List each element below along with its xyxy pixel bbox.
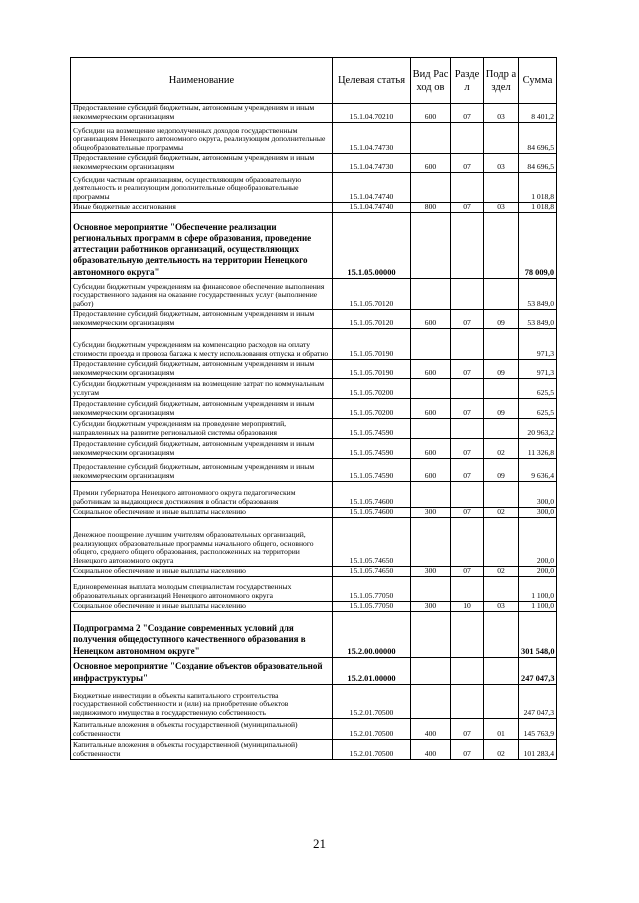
row-name-cell: Предоставление субсидий бюджетным, автономным учреждениям и иным некоммерческим организациям (71, 360, 333, 379)
row-subsection-cell: 02 (484, 439, 519, 459)
row-name-cell: Основное мероприятие "Создание объектов образовательной инфраструктуры" (71, 658, 333, 685)
table-row (71, 419, 557, 439)
row-subsection-cell (484, 173, 519, 203)
row-expense-type-cell (411, 612, 451, 658)
row-name-cell: Предоставление субсидий бюджетным, автономным учреждениям и иным некоммерческим организациям (71, 439, 333, 459)
row-sum-cell: 84 696,5 (519, 154, 557, 173)
row-subsection-cell: 02 (484, 740, 519, 760)
row-expense-type-cell: 600 (411, 459, 451, 482)
row-subsection-cell (484, 685, 519, 719)
row-article-cell: 15.1.05.77050 (333, 602, 411, 612)
row-subsection-cell: 09 (484, 459, 519, 482)
page-number: 21 (313, 836, 326, 851)
table-row (71, 203, 557, 213)
table-row (71, 567, 557, 577)
row-sum-cell: 84 696,5 (519, 123, 557, 154)
row-expense-type-cell (411, 279, 451, 310)
row-subsection-cell (484, 658, 519, 685)
row-sum-cell: 78 009,0 (519, 213, 557, 279)
row-section-cell: 07 (451, 399, 484, 419)
row-sum-cell: 971,3 (519, 329, 557, 360)
row-section-cell (451, 577, 484, 602)
row-article-cell: 15.1.05.74590 (333, 439, 411, 459)
row-sum-cell: 1 100,0 (519, 602, 557, 612)
row-name-cell: Субсидии бюджетным учреждениям на финансовое обеспечение выполнения государственного задания на оказание государственных услуг (выполнение работ) (71, 279, 333, 310)
row-section-cell (451, 518, 484, 567)
row-section-cell (451, 279, 484, 310)
row-section-cell (451, 612, 484, 658)
row-section-cell: 07 (451, 459, 484, 482)
row-name-cell: Основное мероприятие "Обеспечение реализации региональных программ в сфере образования, проведение аттестации работников организаций, осуществляющих образовательную деятельность на территории Ненецкого автономного округа" (71, 213, 333, 279)
table-row (71, 658, 557, 685)
row-subsection-cell (484, 419, 519, 439)
row-name-cell: Капитальные вложения в объекты государственной (муниципальной) собственности (71, 719, 333, 740)
row-expense-type-cell: 600 (411, 439, 451, 459)
row-name-cell: Единовременная выплата молодым специалистам государственных образовательных организаций Ненецкого автономного округа (71, 577, 333, 602)
row-section-cell: 07 (451, 439, 484, 459)
table-row (71, 602, 557, 612)
row-subsection-cell: 02 (484, 508, 519, 518)
row-section-cell: 07 (451, 154, 484, 173)
table-row (71, 104, 557, 123)
row-article-cell: 15.1.05.74650 (333, 567, 411, 577)
row-section-cell: 10 (451, 602, 484, 612)
table-row (71, 685, 557, 719)
row-subsection-cell: 03 (484, 203, 519, 213)
row-expense-type-cell (411, 658, 451, 685)
row-section-cell (451, 658, 484, 685)
row-expense-type-cell: 600 (411, 310, 451, 329)
row-expense-type-cell (411, 329, 451, 360)
row-name-cell: Бюджетные инвестиции в объекты капитального строительства государственной собственности и (или) на приобретение объектов недвижимого имущества в государственную собственность (71, 685, 333, 719)
row-sum-cell: 145 763,9 (519, 719, 557, 740)
row-name-cell: Социальное обеспечение и иные выплаты населению (71, 602, 333, 612)
row-article-cell: 15.1.04.70210 (333, 104, 411, 123)
budget-table (70, 57, 557, 760)
row-section-cell (451, 419, 484, 439)
row-sum-cell: 53 849,0 (519, 310, 557, 329)
header-expense-type: Вид Расход ов (411, 58, 451, 104)
row-subsection-cell: 02 (484, 567, 519, 577)
row-expense-type-cell (411, 379, 451, 399)
row-article-cell: 15.1.05.70120 (333, 279, 411, 310)
row-article-cell: 15.1.04.74740 (333, 173, 411, 203)
row-sum-cell: 971,3 (519, 360, 557, 379)
row-section-cell: 07 (451, 203, 484, 213)
row-sum-cell: 8 401,2 (519, 104, 557, 123)
row-subsection-cell: 09 (484, 310, 519, 329)
row-article-cell: 15.1.05.70200 (333, 399, 411, 419)
table-row (71, 482, 557, 508)
row-expense-type-cell (411, 577, 451, 602)
table-header-row (71, 58, 557, 104)
table-row (71, 577, 557, 602)
row-section-cell (451, 329, 484, 360)
row-name-cell: Субсидии бюджетным учреждениям на компенсацию расходов на оплату стоимости проезда и провоза багажа к месту использования отпуска и обратно (71, 329, 333, 360)
table-row (71, 329, 557, 360)
row-name-cell: Субсидии бюджетным учреждениям на возмещение затрат по коммунальным услугам (71, 379, 333, 399)
row-article-cell: 15.1.05.74650 (333, 518, 411, 567)
header-sum: Сумма (519, 58, 557, 104)
row-sum-cell: 247 047,3 (519, 658, 557, 685)
row-expense-type-cell: 300 (411, 567, 451, 577)
table-row (71, 612, 557, 658)
row-name-cell: Иные бюджетные ассигнования (71, 203, 333, 213)
row-expense-type-cell: 400 (411, 719, 451, 740)
table-row (71, 439, 557, 459)
row-subsection-cell (484, 329, 519, 360)
row-expense-type-cell: 600 (411, 154, 451, 173)
header-name: Наименование (71, 58, 333, 104)
table-row (71, 379, 557, 399)
row-section-cell (451, 379, 484, 399)
row-section-cell (451, 482, 484, 508)
row-subsection-cell (484, 379, 519, 399)
row-section-cell (451, 213, 484, 279)
row-article-cell: 15.1.05.74590 (333, 459, 411, 482)
row-subsection-cell (484, 123, 519, 154)
row-section-cell (451, 173, 484, 203)
row-sum-cell: 625,5 (519, 399, 557, 419)
table-row (71, 518, 557, 567)
row-subsection-cell (484, 279, 519, 310)
row-expense-type-cell (411, 123, 451, 154)
row-subsection-cell: 03 (484, 104, 519, 123)
row-name-cell: Предоставление субсидий бюджетным, автономным учреждениям и иным некоммерческим организациям (71, 154, 333, 173)
row-section-cell: 07 (451, 508, 484, 518)
row-section-cell: 07 (451, 740, 484, 760)
row-sum-cell: 53 849,0 (519, 279, 557, 310)
table-body (71, 104, 557, 760)
row-name-cell: Предоставление субсидий бюджетным, автономным учреждениям и иным некоммерческим организациям (71, 459, 333, 482)
row-name-cell: Социальное обеспечение и иные выплаты населению (71, 567, 333, 577)
row-name-cell: Субсидии бюджетным учреждениям на проведение мероприятий, направленных на развитие региональной системы образования (71, 419, 333, 439)
row-name-cell: Субсидии на возмещение недополученных доходов государственным организациям Ненецкого автономного округа, реализующим дополнительные общеобразовательные программы (71, 123, 333, 154)
row-name-cell: Предоставление субсидий бюджетным, автономным учреждениям и иным некоммерческим организациям (71, 310, 333, 329)
row-expense-type-cell (411, 213, 451, 279)
row-article-cell: 15.1.05.70120 (333, 310, 411, 329)
row-section-cell: 07 (451, 104, 484, 123)
table-row (71, 459, 557, 482)
row-name-cell: Капитальные вложения в объекты государственной (муниципальной) собственности (71, 740, 333, 760)
row-expense-type-cell: 600 (411, 104, 451, 123)
row-article-cell: 15.2.01.70500 (333, 719, 411, 740)
row-subsection-cell: 09 (484, 399, 519, 419)
table-row (71, 360, 557, 379)
row-section-cell: 07 (451, 360, 484, 379)
row-name-cell: Денежное поощрение лучшим учителям образовательных организаций, реализующих образовательные программы начального общего, основного общего, среднего общего образования, расположенных на территории Ненецкого автономного округа (71, 518, 333, 567)
row-sum-cell: 101 283,4 (519, 740, 557, 760)
row-subsection-cell (484, 577, 519, 602)
row-sum-cell: 301 548,0 (519, 612, 557, 658)
header-section: Разде л (451, 58, 484, 104)
row-section-cell: 07 (451, 567, 484, 577)
header-subsection: Подр аздел (484, 58, 519, 104)
table-row (71, 740, 557, 760)
row-section-cell: 07 (451, 719, 484, 740)
row-sum-cell: 9 636,4 (519, 459, 557, 482)
row-article-cell: 15.1.05.74600 (333, 508, 411, 518)
row-name-cell: Субсидии частным организациям, осуществляющим образовательную деятельность и реализующим дополнительные общеобразовательные программы (71, 173, 333, 203)
row-article-cell: 15.1.05.00000 (333, 213, 411, 279)
row-sum-cell: 11 326,8 (519, 439, 557, 459)
row-article-cell: 15.2.00.00000 (333, 612, 411, 658)
row-subsection-cell (484, 213, 519, 279)
row-subsection-cell: 03 (484, 154, 519, 173)
table-row (71, 213, 557, 279)
row-subsection-cell (484, 518, 519, 567)
row-expense-type-cell (411, 419, 451, 439)
row-subsection-cell: 03 (484, 602, 519, 612)
table-row (71, 719, 557, 740)
row-section-cell (451, 685, 484, 719)
row-section-cell: 07 (451, 310, 484, 329)
row-article-cell: 15.1.05.74590 (333, 419, 411, 439)
row-expense-type-cell: 400 (411, 740, 451, 760)
row-sum-cell: 200,0 (519, 567, 557, 577)
row-article-cell: 15.2.01.00000 (333, 658, 411, 685)
row-article-cell: 15.1.05.74600 (333, 482, 411, 508)
table-row (71, 123, 557, 154)
row-sum-cell: 1 100,0 (519, 577, 557, 602)
row-expense-type-cell: 300 (411, 602, 451, 612)
row-name-cell: Предоставление субсидий бюджетным, автономным учреждениям и иным некоммерческим организациям (71, 399, 333, 419)
row-sum-cell: 300,0 (519, 508, 557, 518)
row-name-cell: Премии губернатора Ненецкого автономного округа педагогическим работникам за выдающиеся достижения в области образования (71, 482, 333, 508)
header-article: Целевая статья (333, 58, 411, 104)
table-row (71, 310, 557, 329)
row-article-cell: 15.2.01.70500 (333, 740, 411, 760)
row-expense-type-cell (411, 685, 451, 719)
table-row (71, 399, 557, 419)
row-expense-type-cell: 600 (411, 360, 451, 379)
row-subsection-cell: 01 (484, 719, 519, 740)
row-sum-cell: 300,0 (519, 482, 557, 508)
row-name-cell: Социальное обеспечение и иные выплаты населению (71, 508, 333, 518)
row-subsection-cell: 09 (484, 360, 519, 379)
table-row (71, 279, 557, 310)
row-article-cell: 15.1.05.70190 (333, 360, 411, 379)
row-expense-type-cell: 800 (411, 203, 451, 213)
row-expense-type-cell (411, 482, 451, 508)
row-article-cell: 15.1.05.70190 (333, 329, 411, 360)
row-article-cell: 15.1.05.70200 (333, 379, 411, 399)
row-sum-cell: 1 018,8 (519, 203, 557, 213)
row-article-cell: 15.1.04.74740 (333, 203, 411, 213)
row-sum-cell: 1 018,8 (519, 173, 557, 203)
table-row (71, 154, 557, 173)
table-row (71, 173, 557, 203)
row-section-cell (451, 123, 484, 154)
row-sum-cell: 200,0 (519, 518, 557, 567)
row-expense-type-cell (411, 518, 451, 567)
row-subsection-cell (484, 482, 519, 508)
row-expense-type-cell: 600 (411, 399, 451, 419)
row-article-cell: 15.1.04.74730 (333, 154, 411, 173)
row-sum-cell: 20 963,2 (519, 419, 557, 439)
row-expense-type-cell: 300 (411, 508, 451, 518)
row-name-cell: Подпрограмма 2 "Создание современных условий для получения общедоступного качественного образования в Ненецком автономном округе" (71, 612, 333, 658)
row-sum-cell: 247 047,3 (519, 685, 557, 719)
row-expense-type-cell (411, 173, 451, 203)
row-article-cell: 15.1.04.74730 (333, 123, 411, 154)
table-row (71, 508, 557, 518)
row-subsection-cell (484, 612, 519, 658)
row-article-cell: 15.2.01.70500 (333, 685, 411, 719)
row-name-cell: Предоставление субсидий бюджетным, автономным учреждениям и иным некоммерческим организациям (71, 104, 333, 123)
row-sum-cell: 625,5 (519, 379, 557, 399)
row-article-cell: 15.1.05.77050 (333, 577, 411, 602)
